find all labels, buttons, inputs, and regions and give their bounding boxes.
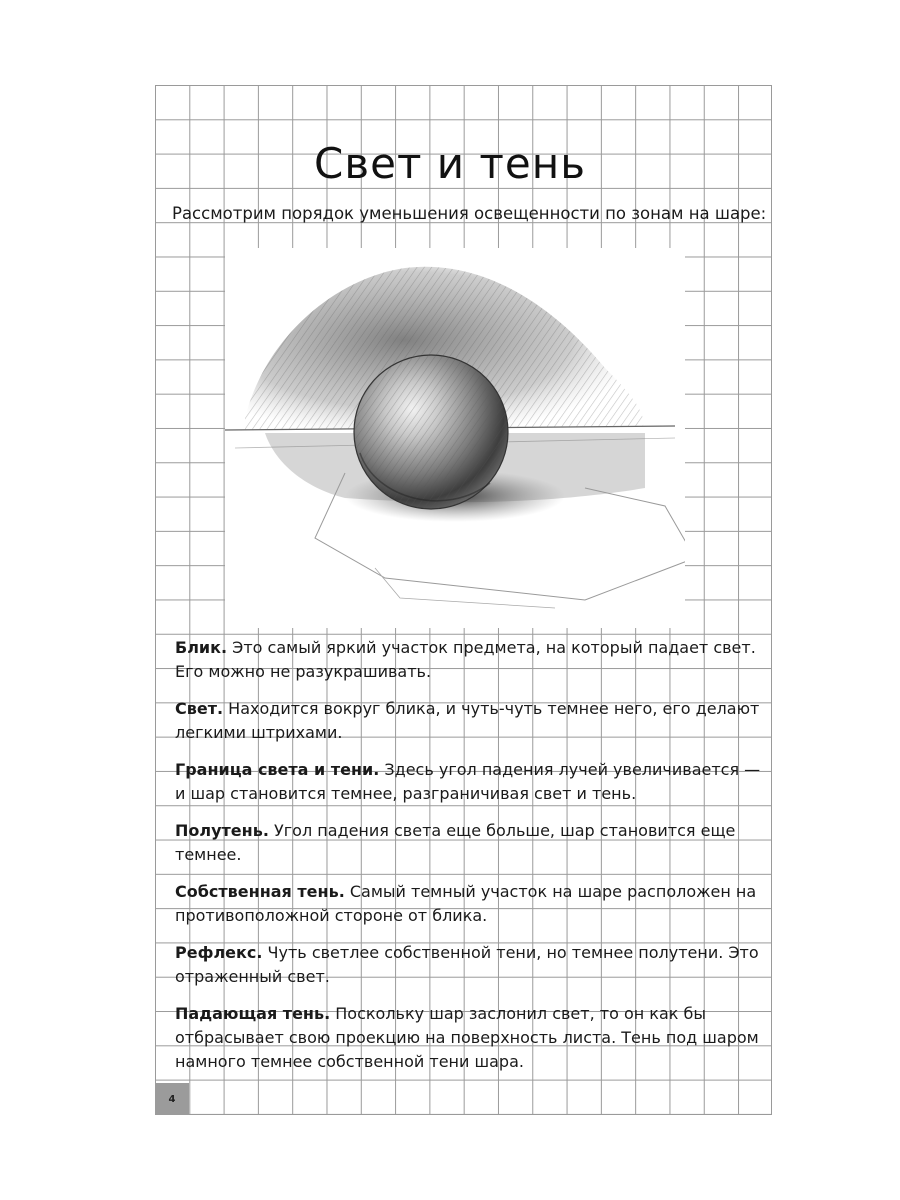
entry-light — [175, 697, 770, 745]
entry-term: Падающая тень. — [175, 1004, 331, 1023]
page-number: 4 — [155, 1083, 189, 1115]
entry-term: Полутень. — [175, 821, 269, 840]
entry-term: Свет. — [175, 699, 224, 718]
entry-term: Рефлекс. — [175, 943, 263, 962]
sphere-sketch-illustration — [225, 248, 685, 628]
zone-definitions — [175, 636, 770, 1087]
entry-terminator — [175, 758, 770, 806]
entry-term: Граница света и тени. — [175, 760, 380, 779]
entry-halftone — [175, 819, 770, 867]
entry-reflected-light — [175, 941, 770, 989]
page-title: Свет и тень — [314, 139, 586, 188]
intro-text: Рассмотрим порядок уменьшения освещенности по зонам на шаре: — [172, 204, 767, 223]
entry-text: Поскольку шар заслонил свет, то он как бы отбрасывает свою проекцию на поверхность листа. Тень под шаром намного темнее собственной тени шара. — [175, 1004, 759, 1071]
entry-text: Угол падения света еще больше, шар становится еще темнее. — [175, 821, 736, 864]
entry-text: Самый темный участок на шаре расположен на противоположной стороне от блика. — [175, 882, 757, 925]
entry-text: Это самый яркий участок предмета, на который падает свет. Его можно не разукрашивать. — [175, 638, 756, 681]
entry-text: Здесь угол падения лучей увеличивается — и шар становится темнее, разграничивая свет и тень. — [175, 760, 761, 803]
entry-core-shadow — [175, 880, 770, 928]
entry-text: Находится вокруг блика, и чуть-чуть темнее него, его делают легкими штрихами. — [175, 699, 760, 742]
entry-term: Блик. — [175, 638, 228, 657]
entry-cast-shadow — [175, 1002, 770, 1074]
entry-term: Собственная тень. — [175, 882, 345, 901]
entry-text: Чуть светлее собственной тени, но темнее полутени. Это отраженный свет. — [175, 943, 759, 986]
entry-highlight — [175, 636, 770, 684]
